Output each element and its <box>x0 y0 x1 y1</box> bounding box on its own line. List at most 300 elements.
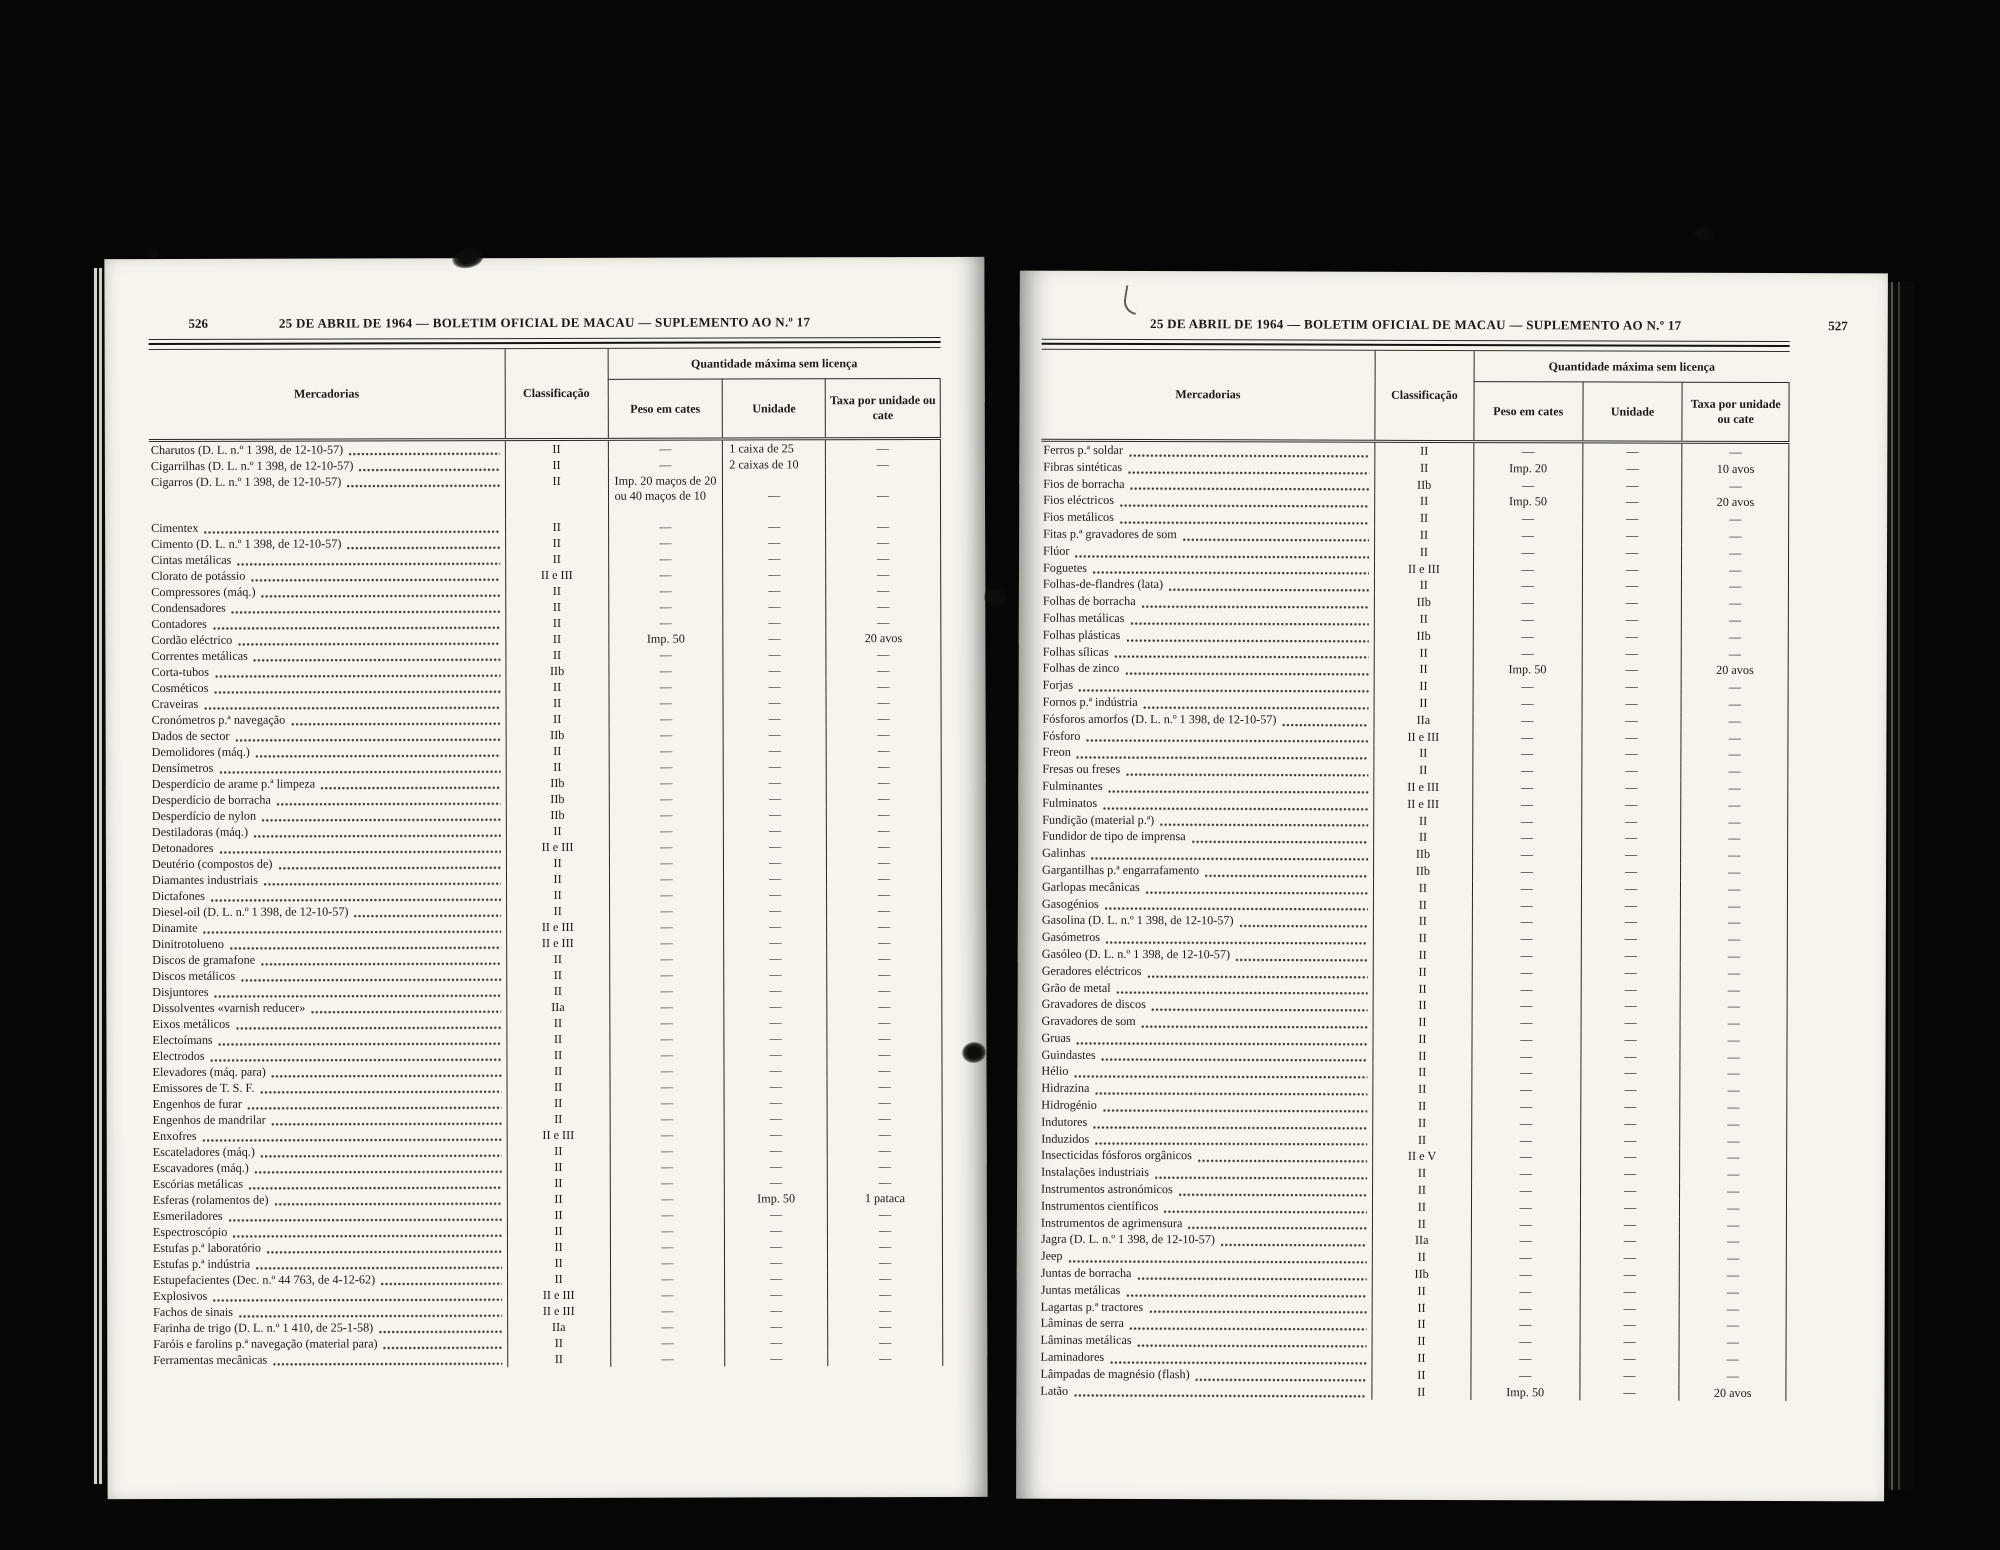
mercadoria-cell <box>151 1319 507 1336</box>
unidade-cell: — <box>1580 1334 1680 1351</box>
mercadoria-cell <box>149 535 505 552</box>
taxa-cell: — <box>1681 880 1788 897</box>
dot-leader <box>347 483 499 488</box>
merchandise-name: Flúor <box>1043 543 1070 558</box>
unidade-cell: — <box>724 806 827 822</box>
peso-cell: — <box>1472 1132 1581 1149</box>
dot-leader <box>275 1201 502 1207</box>
unidade-cell: — <box>723 582 826 598</box>
mercadoria-cell <box>150 903 506 920</box>
classificacao-cell: II <box>1372 1299 1471 1316</box>
classificacao-cell: II <box>1372 1182 1471 1199</box>
taxa-cell: — <box>827 838 942 854</box>
merchandise-name: Emissores de T. S. F. <box>152 1080 255 1096</box>
peso-cell: — <box>1471 1283 1580 1300</box>
column-group-quantidade: Quantidade máxima sem licença <box>608 348 941 379</box>
mercadoria-cell <box>1041 610 1374 628</box>
classificacao-cell: II <box>507 1047 610 1063</box>
taxa-cell: — <box>1681 1015 1788 1032</box>
peso-cell: — <box>1471 1350 1580 1367</box>
table-row <box>1040 710 1788 729</box>
mercadoria-cell <box>1040 811 1373 829</box>
mercadoria-cell <box>149 457 505 474</box>
peso-cell: — <box>610 1191 725 1207</box>
column-header-taxa: Taxa por unidade ou cate <box>825 378 940 438</box>
dot-leader <box>215 993 501 999</box>
taxa-cell: — <box>827 1142 942 1158</box>
title-rule <box>149 331 941 340</box>
peso-cell: — <box>1471 1316 1580 1333</box>
classificacao-cell: IIb <box>506 663 609 679</box>
unidade-cell: — <box>1581 1014 1681 1031</box>
peso-cell: — <box>1472 981 1581 998</box>
dot-leader <box>1169 587 1369 593</box>
peso-cell: — <box>1473 829 1582 846</box>
unidade-cell: — <box>1581 763 1681 780</box>
taxa-cell: — <box>826 456 941 472</box>
classificacao-cell: II <box>506 887 609 903</box>
unidade-cell: — <box>1582 695 1682 712</box>
merchandise-name: Charutos (D. L. n.º 1 398, de 12-10-57) <box>150 442 344 458</box>
taxa-cell: — <box>1680 1200 1787 1217</box>
taxa-cell: — <box>1682 528 1789 545</box>
merchandise-name: Gruas <box>1041 1030 1071 1045</box>
merchandise-name: Escateladores (máq.) <box>152 1144 255 1160</box>
classificacao-cell: II <box>1372 1283 1471 1300</box>
taxa-cell: — <box>1680 1267 1787 1284</box>
mercadoria-cell <box>149 551 505 568</box>
peso-cell: — <box>608 457 723 473</box>
merchandise-name: Juntas metálicas <box>1040 1282 1121 1297</box>
column-header-peso: Peso em cates <box>1474 382 1583 442</box>
mercadoria-cell <box>1041 559 1374 577</box>
taxa-cell: — <box>828 1302 943 1318</box>
classificacao-cell: II <box>1373 1115 1472 1132</box>
classificacao-cell: II <box>1373 1014 1472 1031</box>
classificacao-cell: II <box>1373 1047 1472 1064</box>
peso-cell: — <box>608 615 723 631</box>
taxa-cell: — <box>827 982 942 998</box>
ink-smudge <box>983 587 1007 609</box>
taxa-cell: 1 pataca <box>828 1190 943 1206</box>
column-group-quantidade: Quantidade máxima sem licença <box>1474 351 1789 382</box>
dot-leader <box>264 881 501 887</box>
dot-leader <box>1205 873 1368 879</box>
merchandise-name: Hidrazina <box>1041 1080 1090 1096</box>
table-row <box>1041 526 1789 545</box>
unidade-cell: — <box>1581 880 1681 897</box>
unidade-cell: — <box>1581 998 1681 1015</box>
unidade-cell: — <box>724 1030 827 1046</box>
classificacao-cell: IIb <box>506 775 609 791</box>
unidade-cell: — <box>723 710 826 726</box>
taxa-cell: — <box>826 582 941 598</box>
dot-leader <box>1188 1226 1366 1232</box>
table-head <box>149 348 941 441</box>
dot-leader <box>235 737 500 743</box>
mercadoria-cell <box>150 1031 506 1048</box>
mercadoria-cell <box>1039 1248 1372 1266</box>
peso-cell: — <box>1472 1048 1581 1065</box>
classificacao-cell: II <box>1374 762 1473 779</box>
classificacao-cell: II <box>1372 1165 1471 1182</box>
merchandise-name: Electoímans <box>152 1032 213 1048</box>
classificacao-cell: II <box>507 1239 610 1255</box>
peso-cell: — <box>609 919 724 935</box>
mercadoria-cell <box>151 1079 507 1096</box>
table-head <box>1041 350 1789 443</box>
mercadoria-cell <box>149 663 505 680</box>
classificacao-cell: II <box>507 1143 610 1159</box>
mercadoria-cell <box>151 1207 507 1224</box>
unidade-cell: — <box>1580 1283 1680 1300</box>
classificacao-cell: II <box>1375 441 1474 460</box>
mercadoria-cell <box>150 791 506 808</box>
mercadoria-cell <box>150 839 506 856</box>
peso-cell: — <box>610 1175 725 1191</box>
taxa-cell: — <box>826 472 941 518</box>
dot-leader <box>1130 1326 1367 1332</box>
peso-cell: — <box>609 743 724 759</box>
mercadoria-cell <box>1041 492 1374 510</box>
merchandise-name: Fósforo <box>1042 728 1081 743</box>
dot-leader <box>236 1025 501 1031</box>
mercadoria-cell <box>1041 643 1374 661</box>
unidade-cell: — <box>724 838 827 854</box>
unidade-cell: — <box>1581 847 1681 864</box>
taxa-cell: — <box>826 566 941 582</box>
dot-leader <box>272 1121 502 1127</box>
peso-cell: — <box>609 999 724 1015</box>
merchandise-name: Grão de metal <box>1041 980 1111 995</box>
taxa-cell: — <box>826 518 941 534</box>
merchandise-name: Farinha de trigo (D. L. n.º 1 410, de 25-1-58) <box>153 1320 374 1336</box>
classificacao-cell: II <box>506 823 609 839</box>
mercadoria-cell <box>1039 1114 1372 1132</box>
unidade-cell: — <box>1581 931 1681 948</box>
mercadoria-cell <box>1039 1265 1372 1283</box>
mercadoria-cell <box>1039 1198 1372 1216</box>
merchandise-table <box>149 348 944 1368</box>
taxa-cell: — <box>1681 864 1788 881</box>
table-row <box>1041 440 1789 461</box>
taxa-cell: — <box>1680 1116 1787 1133</box>
classificacao-cell: II <box>505 583 608 599</box>
peso-cell: — <box>608 519 723 535</box>
unidade-cell: — <box>725 1174 828 1190</box>
classificacao-cell: II <box>506 695 609 711</box>
merchandise-name: Fibras sintéticas <box>1043 459 1123 474</box>
taxa-cell: — <box>1680 1048 1787 1065</box>
mercadoria-cell <box>151 1127 507 1144</box>
mercadoria-cell <box>1040 962 1373 980</box>
mercadoria-cell <box>1040 761 1373 779</box>
taxa-cell: — <box>827 822 942 838</box>
peso-cell: — <box>610 1303 725 1319</box>
classificacao-cell: II e III <box>507 1127 610 1143</box>
unidade-cell: — <box>724 1094 827 1110</box>
mercadoria-cell <box>1040 895 1373 913</box>
mercadoria-cell <box>150 935 506 952</box>
classificacao-cell: II e III <box>507 1287 610 1303</box>
classificacao-cell: II <box>506 631 609 647</box>
dot-leader <box>214 689 500 695</box>
merchandise-name: Faróis e farolins p.ª navegação (material para) <box>153 1336 378 1352</box>
mercadoria-cell <box>150 919 506 936</box>
classificacao-cell: IIb <box>1375 476 1474 493</box>
classificacao-cell: II <box>1373 913 1472 930</box>
taxa-cell: — <box>828 1350 943 1366</box>
merchandise-name: Ferramentas mecânicas <box>153 1352 268 1368</box>
unidade-cell: — <box>1580 1384 1680 1401</box>
unidade-cell: — <box>1581 947 1681 964</box>
unidade-cell: — <box>1580 1317 1680 1334</box>
dot-leader <box>1074 1074 1367 1080</box>
mercadoria-cell <box>1041 509 1374 527</box>
merchandise-name: Indutores <box>1041 1114 1088 1129</box>
peso-cell: — <box>1472 997 1581 1014</box>
merchandise-name: Folhas-de-flandres (lata) <box>1042 577 1164 592</box>
mercadoria-cell <box>149 631 505 648</box>
mercadoria-cell <box>151 1111 507 1128</box>
unidade-cell: — <box>1582 628 1682 645</box>
classificacao-cell: II e V <box>1372 1148 1471 1165</box>
table-row <box>1040 912 1788 931</box>
classificacao-cell: II <box>1374 745 1473 762</box>
peso-cell: — <box>1472 913 1581 930</box>
taxa-cell: — <box>1680 1317 1787 1334</box>
merchandise-name: Diesel-oil (D. L. n.º 1 398, de 12-10-57) <box>152 904 349 920</box>
classificacao-cell: IIa <box>507 1319 610 1335</box>
classificacao-cell: II <box>1373 1098 1472 1115</box>
merchandise-name: Desperdício de nylon <box>151 808 257 824</box>
merchandise-name: Folhas metálicas <box>1042 610 1125 625</box>
classificacao-cell: II <box>507 1031 610 1047</box>
classificacao-cell: II <box>507 1095 610 1111</box>
dot-leader <box>359 467 499 472</box>
taxa-cell: — <box>1681 847 1788 864</box>
merchandise-name: Foguetes <box>1042 560 1088 575</box>
taxa-cell: — <box>1679 1351 1786 1368</box>
peso-cell: — <box>1472 1014 1581 1031</box>
unidade-cell: — <box>724 870 827 886</box>
merchandise-name: Contadores <box>151 616 207 632</box>
dot-leader <box>256 753 501 759</box>
taxa-cell: — <box>826 742 941 758</box>
dot-leader <box>277 801 501 807</box>
dot-leader <box>203 929 500 935</box>
peso-cell: — <box>608 439 723 457</box>
dot-leader <box>260 1089 501 1095</box>
unidade-cell: — <box>1580 1115 1680 1132</box>
dot-leader <box>1240 923 1368 928</box>
classificacao-cell: II <box>507 1207 610 1223</box>
unidade-cell: — <box>724 966 827 982</box>
dot-leader <box>1146 890 1368 896</box>
unidade-cell: — <box>725 1222 828 1238</box>
page-number: 526 <box>188 315 209 331</box>
taxa-cell: — <box>1680 1183 1787 1200</box>
mercadoria-cell <box>1041 593 1374 611</box>
peso-cell: — <box>1473 712 1582 729</box>
dot-leader <box>230 945 501 951</box>
peso-cell: — <box>610 1351 725 1367</box>
merchandise-name: Esferas (rolamentos de) <box>152 1192 269 1208</box>
mercadoria-cell <box>1040 996 1373 1014</box>
merchandise-name: Fulminantes <box>1042 778 1103 793</box>
mercadoria-cell <box>1040 727 1373 745</box>
unidade-cell: — <box>1582 578 1682 595</box>
taxa-cell: — <box>827 1094 942 1110</box>
peso-cell: — <box>609 679 724 695</box>
table-row <box>1038 1382 1786 1401</box>
classificacao-cell: II <box>1374 644 1473 661</box>
merchandise-name: Fulminatos <box>1042 795 1098 810</box>
peso-cell: — <box>609 903 724 919</box>
dot-leader <box>1164 1209 1366 1215</box>
mercadoria-cell <box>150 711 506 728</box>
merchandise-name: Dinamite <box>152 920 198 936</box>
merchandise-name: Craveiras <box>151 696 199 712</box>
peso-cell: — <box>610 1111 725 1127</box>
mercadoria-cell <box>151 1095 507 1112</box>
unidade-cell: — <box>1582 561 1682 578</box>
unidade-cell: — <box>723 726 826 742</box>
mercadoria-cell <box>1039 1030 1372 1048</box>
unidade-cell: — <box>724 1126 827 1142</box>
dot-leader <box>1075 553 1368 559</box>
mercadoria-cell <box>149 567 505 584</box>
peso-cell: — <box>1473 577 1582 594</box>
taxa-cell: — <box>827 1174 942 1190</box>
mercadoria-cell <box>1039 1046 1372 1064</box>
classificacao-cell: II <box>1372 1350 1471 1367</box>
merchandise-name: Fachos de sinais <box>153 1304 234 1320</box>
classificacao-cell: II <box>507 1111 610 1127</box>
peso-cell: — <box>608 535 723 551</box>
peso-cell: — <box>609 871 724 887</box>
taxa-cell: — <box>826 726 941 742</box>
peso-cell: — <box>1473 678 1582 695</box>
column-header-peso: Peso em cates <box>608 379 723 439</box>
unidade-cell: — <box>724 998 827 1014</box>
dot-leader <box>354 913 500 918</box>
unidade-cell: — <box>1582 442 1682 461</box>
unidade-cell: — <box>724 1078 827 1094</box>
taxa-cell: — <box>1682 679 1789 696</box>
dot-leader <box>1198 1158 1367 1164</box>
mercadoria-cell <box>151 1175 507 1192</box>
dot-leader <box>278 865 500 871</box>
merchandise-name: Esmeriladores <box>152 1208 223 1224</box>
mercadoria-cell <box>1039 1298 1372 1316</box>
unidade-cell: — <box>1580 1182 1680 1199</box>
unidade-cell: — <box>723 678 826 694</box>
taxa-cell: — <box>826 758 941 774</box>
unidade-cell: — <box>1581 964 1681 981</box>
unidade-cell: — <box>1582 729 1682 746</box>
merchandise-name: Latão <box>1040 1383 1069 1398</box>
classificacao-cell: II <box>507 1351 610 1367</box>
classificacao-cell: II <box>1372 1333 1471 1350</box>
unidade-cell: — <box>1581 914 1681 931</box>
unidade-cell: — <box>1581 1048 1681 1065</box>
dot-leader <box>1236 957 1368 962</box>
dot-leader <box>1126 772 1368 778</box>
taxa-cell: — <box>827 1030 942 1046</box>
column-header-classificacao: Classificação <box>1375 351 1474 442</box>
classificacao-cell: II <box>1375 493 1474 510</box>
merchandise-name: Lagartas p.ª tractores <box>1040 1299 1144 1314</box>
dot-leader <box>1093 570 1369 576</box>
taxa-cell: — <box>826 614 941 630</box>
peso-cell: — <box>610 1271 725 1287</box>
classificacao-cell: II <box>505 551 608 567</box>
classificacao-cell: II <box>507 1015 610 1031</box>
dot-leader <box>273 1361 502 1367</box>
classificacao-cell: II e III <box>506 919 609 935</box>
peso-cell: — <box>609 823 724 839</box>
mercadoria-cell <box>1039 1332 1372 1350</box>
peso-cell: — <box>1472 897 1581 914</box>
taxa-cell: — <box>1682 511 1789 528</box>
unidade-cell: — <box>1581 830 1681 847</box>
peso-cell: — <box>609 887 724 903</box>
mercadoria-cell <box>150 887 506 904</box>
unidade-cell: — <box>1580 1132 1680 1149</box>
left-page-header <box>149 313 941 340</box>
classificacao-cell: II <box>1372 1215 1471 1232</box>
left-page <box>104 257 987 1499</box>
mercadoria-cell <box>149 615 505 632</box>
unidade-cell: — <box>723 472 826 518</box>
classificacao-cell: IIb <box>506 807 609 823</box>
merchandise-name: Demolidores (máq.) <box>151 744 250 760</box>
unidade-cell: — <box>724 790 827 806</box>
classificacao-cell: II <box>505 473 608 519</box>
merchandise-name: Cosméticos <box>151 680 209 696</box>
taxa-cell: — <box>827 870 942 886</box>
classificacao-cell: II <box>1374 577 1473 594</box>
dot-leader <box>211 1057 502 1063</box>
dot-leader <box>267 1249 502 1255</box>
taxa-cell: — <box>1680 1166 1787 1183</box>
peso-cell: — <box>1472 1098 1581 1115</box>
taxa-cell: — <box>826 678 941 694</box>
peso-cell: — <box>1471 1300 1580 1317</box>
mercadoria-cell <box>149 440 505 458</box>
peso-cell: — <box>610 1255 725 1271</box>
dot-leader <box>1115 654 1369 660</box>
peso-cell: — <box>609 1031 724 1047</box>
dot-leader <box>1126 1293 1366 1299</box>
classificacao-cell: II e III <box>1374 560 1473 577</box>
unidade-cell: — <box>1582 662 1682 679</box>
dot-leader <box>1183 537 1369 543</box>
peso-cell: — <box>1474 510 1583 527</box>
dot-leader <box>1129 453 1369 459</box>
taxa-cell: — <box>1680 1082 1787 1099</box>
mercadoria-cell <box>150 983 506 1000</box>
taxa-cell: — <box>827 966 942 982</box>
dot-leader <box>1128 470 1369 476</box>
taxa-cell: — <box>1680 1300 1787 1317</box>
dot-leader <box>1079 688 1368 694</box>
mercadoria-cell <box>151 1287 507 1304</box>
merchandise-name: Cordão eléctrico <box>151 632 233 648</box>
dot-leader <box>204 705 500 711</box>
merchandise-name: Deutério (compostos de) <box>151 856 273 872</box>
